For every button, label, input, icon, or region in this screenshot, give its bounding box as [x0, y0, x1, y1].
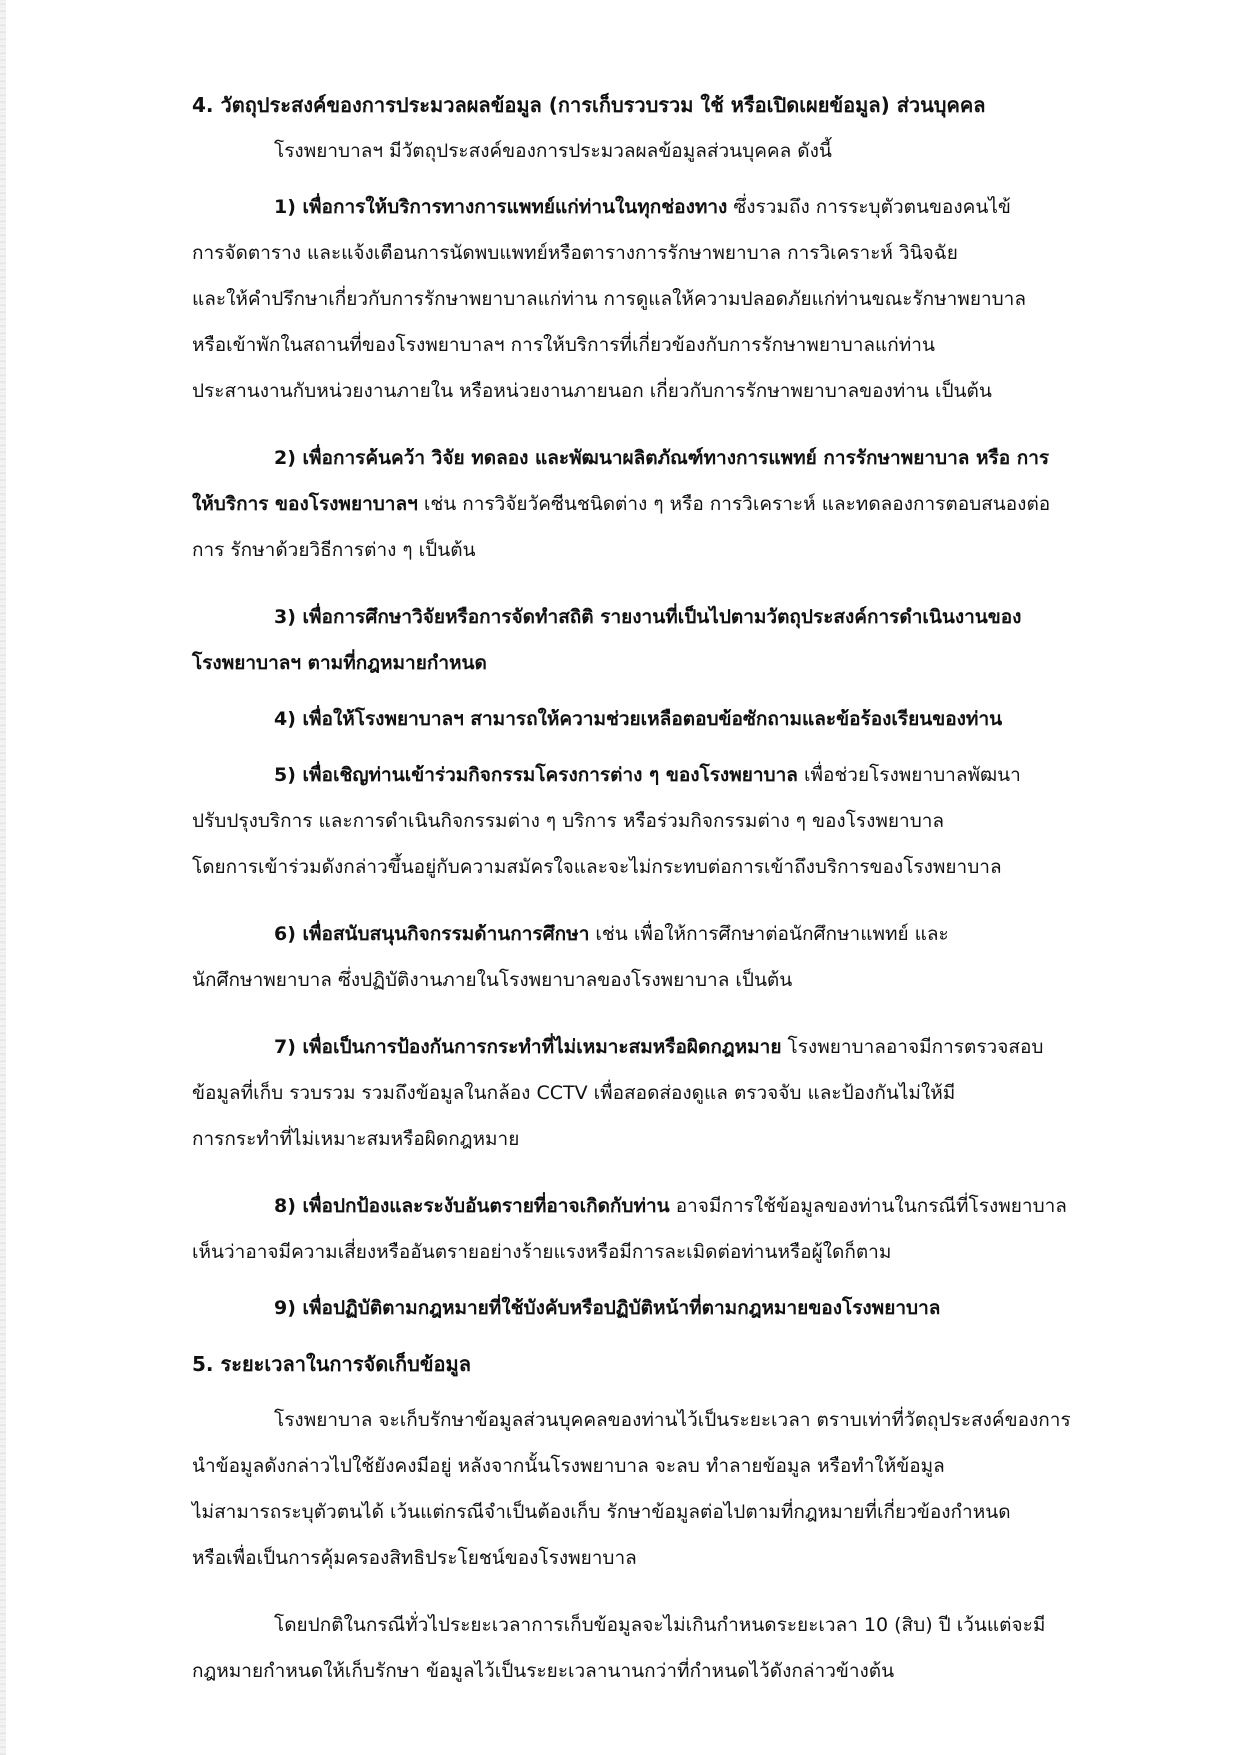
purpose-7-line-2: ข้อมูลที่เก็บ รวบรวม รวมถึงข้อมูลในกล้อง CCTV เพื่อสอดส่องดูแล ตรวจจับ และป้องกันไม่ให้มี — [192, 1082, 956, 1104]
retention-para-1-line-1: โรงพยาบาล จะเก็บรักษาข้อมูลส่วนบุคคลของท่านไว้เป็นระยะเวลา ตราบเท่าที่วัตถุประสงค์ของการ — [274, 1409, 1071, 1431]
purpose-5-line-2: ปรับปรุงบริการ และการดำเนินกิจกรรมต่าง ๆ บริการ หรือร่วมกิจกรรมต่าง ๆ ของโรงพยาบาล — [192, 810, 945, 832]
purpose-4-title: 4) เพื่อให้โรงพยาบาลฯ สามารถให้ความช่วยเหลือตอบข้อซักถามและข้อร้องเรียนของท่าน — [274, 708, 1003, 730]
purpose-2-line-2: ให้บริการ ของโรงพยาบาลฯ เช่น การวิจัยวัคซีนชนิดต่าง ๆ หรือ การวิเคราะห์ และทดลองการตอบสนองต่อ — [192, 493, 1051, 515]
scan-edge-artifact — [0, 0, 6, 1755]
purpose-8-line-2: เห็นว่าอาจมีความเสี่ยงหรืออันตรายอย่างร้ายแรงหรือมีการละเมิดต่อท่านหรือผู้ใดก็ตาม — [192, 1241, 892, 1263]
purpose-9-title: 9) เพื่อปฏิบัติตามกฎหมายที่ใช้บังคับหรือปฏิบัติหน้าที่ตามกฎหมายของโรงพยาบาล — [274, 1297, 941, 1319]
retention-para-1-line-4: หรือเพื่อเป็นการคุ้มครองสิทธิประโยชน์ของโรงพยาบาล — [192, 1547, 637, 1569]
purpose-2-line-3: การ รักษาด้วยวิธีการต่าง ๆ เป็นต้น — [192, 539, 476, 561]
retention-para-2-line-2: กฎหมายกำหนดให้เก็บรักษา ข้อมูลไว้เป็นระยะเวลานานกว่าที่กำหนดไว้ดังกล่าวข้างต้น — [192, 1660, 895, 1682]
section-4-heading: 4. วัตถุประสงค์ของการประมวลผลข้อมูล (การเก็บรวบรวม ใช้ หรือเปิดเผยข้อมูล) ส่วนบุคคล — [192, 93, 986, 117]
purpose-1-line-2: การจัดตาราง และแจ้งเตือนการนัดพบแพทย์หรือตารางการรักษาพยาบาล การวิเคราะห์ วินิจฉัย — [192, 242, 958, 264]
purpose-2-line-1 — [192, 435, 1146, 481]
purpose-1-line-4: หรือเข้าพักในสถานที่ของโรงพยาบาลฯ การให้บริการที่เกี่ยวข้องกับการรักษาพยาบาลแก่ท่าน — [192, 334, 935, 356]
purpose-8-line-1: 8) เพื่อปกป้องและระงับอันตรายที่อาจเกิดกับท่าน อาจมีการใช้ข้อมูลของท่านในกรณีที่โรงพยาบาล — [274, 1195, 1067, 1217]
purpose-6-line-2: นักศึกษาพยาบาล ซึ่งปฏิบัติงานภายในโรงพยาบาลของโรงพยาบาล เป็นต้น — [192, 969, 793, 991]
purpose-1-line-1: 1) เพื่อการให้บริการทางการแพทย์แก่ท่านในทุกช่องทาง ซึ่งรวมถึง การระบุตัวตนของคนไข้ — [274, 196, 1011, 218]
purpose-3-line-1 — [192, 594, 1146, 640]
purpose-9-line-1 — [192, 1285, 1146, 1331]
retention-para-1-line-2: นำข้อมูลดังกล่าวไปใช้ยังคงมีอยู่ หลังจากนั้นโรงพยาบาล จะลบ ทำลายข้อมูล หรือทำให้ข้อมูล — [192, 1455, 945, 1477]
purpose-6-line-1: 6) เพื่อสนับสนุนกิจกรรมด้านการศึกษา เช่น เพื่อให้การศึกษาต่อนักศึกษาแพทย์ และ — [274, 923, 949, 945]
purpose-3-title: 3) เพื่อการศึกษาวิจัยหรือการจัดทำสถิติ รายงานที่เป็นไปตามวัตถุประสงค์การดำเนินงานของ — [274, 606, 1022, 628]
purpose-2-title: 2) เพื่อการค้นคว้า วิจัย ทดลอง และพัฒนาผลิตภัณฑ์ทางการแพทย์ การรักษาพยาบาล หรือ การ — [274, 447, 1050, 469]
purpose-3-line-2: โรงพยาบาลฯ ตามที่กฎหมายกำหนด — [192, 652, 487, 674]
purpose-5-line-3: โดยการเข้าร่วมดังกล่าวขึ้นอยู่กับความสมัครใจและจะไม่กระทบต่อการเข้าถึงบริการของโรงพยาบาล — [192, 856, 1002, 878]
purpose-8-title: 8) เพื่อปกป้องและระงับอันตรายที่อาจเกิดกับท่าน — [274, 1195, 670, 1217]
section-4-intro: โรงพยาบาลฯ มีวัตถุประสงค์ของการประมวลผลข้อมูลส่วนบุคคล ดังนี้ — [274, 140, 832, 162]
document-page — [192, 82, 1146, 1694]
purpose-4-line-1 — [192, 696, 1146, 742]
section-5-heading: 5. ระยะเวลาในการจัดเก็บข้อมูล — [192, 1352, 471, 1376]
purpose-1-line-3: และให้คำปรึกษาเกี่ยวกับการรักษาพยาบาลแก่ท่าน การดูแลให้ความปลอดภัยแก่ท่านขณะรักษาพยาบาล — [192, 288, 1026, 310]
retention-para-1-line-3: ไม่สามารถระบุตัวตนได้ เว้นแต่กรณีจำเป็นต้องเก็บ รักษาข้อมูลต่อไปตามที่กฎหมายที่เกี่ยวข้องกำหนด — [192, 1501, 1011, 1523]
retention-para-2-line-1: โดยปกติในกรณีทั่วไประยะเวลาการเก็บข้อมูลจะไม่เกินกำหนดระยะเวลา 10 (สิบ) ปี เว้นแต่จะมี — [274, 1614, 1046, 1636]
purpose-1-line-5: ประสานงานกับหน่วยงานภายใน หรือหน่วยงานภายนอก เกี่ยวกับการรักษาพยาบาลของท่าน เป็นต้น — [192, 380, 992, 402]
purpose-7-line-3: การกระทำที่ไม่เหมาะสมหรือผิดกฎหมาย — [192, 1128, 520, 1150]
purpose-7-title: 7) เพื่อเป็นการป้องกันการกระทำที่ไม่เหมาะสมหรือผิดกฎหมาย — [274, 1036, 782, 1058]
purpose-5-line-1: 5) เพื่อเชิญท่านเข้าร่วมกิจกรรมโครงการต่าง ๆ ของโรงพยาบาล เพื่อช่วยโรงพยาบาลพัฒนา — [274, 764, 1021, 786]
purpose-5-title: 5) เพื่อเชิญท่านเข้าร่วมกิจกรรมโครงการต่าง ๆ ของโรงพยาบาล — [274, 764, 798, 786]
purpose-1-title: 1) เพื่อการให้บริการทางการแพทย์แก่ท่านในทุกช่องทาง — [274, 196, 728, 218]
purpose-7-line-1: 7) เพื่อเป็นการป้องกันการกระทำที่ไม่เหมาะสมหรือผิดกฎหมาย โรงพยาบาลอาจมีการตรวจสอบ — [274, 1036, 1044, 1058]
purpose-6-title: 6) เพื่อสนับสนุนกิจกรรมด้านการศึกษา — [274, 923, 590, 945]
